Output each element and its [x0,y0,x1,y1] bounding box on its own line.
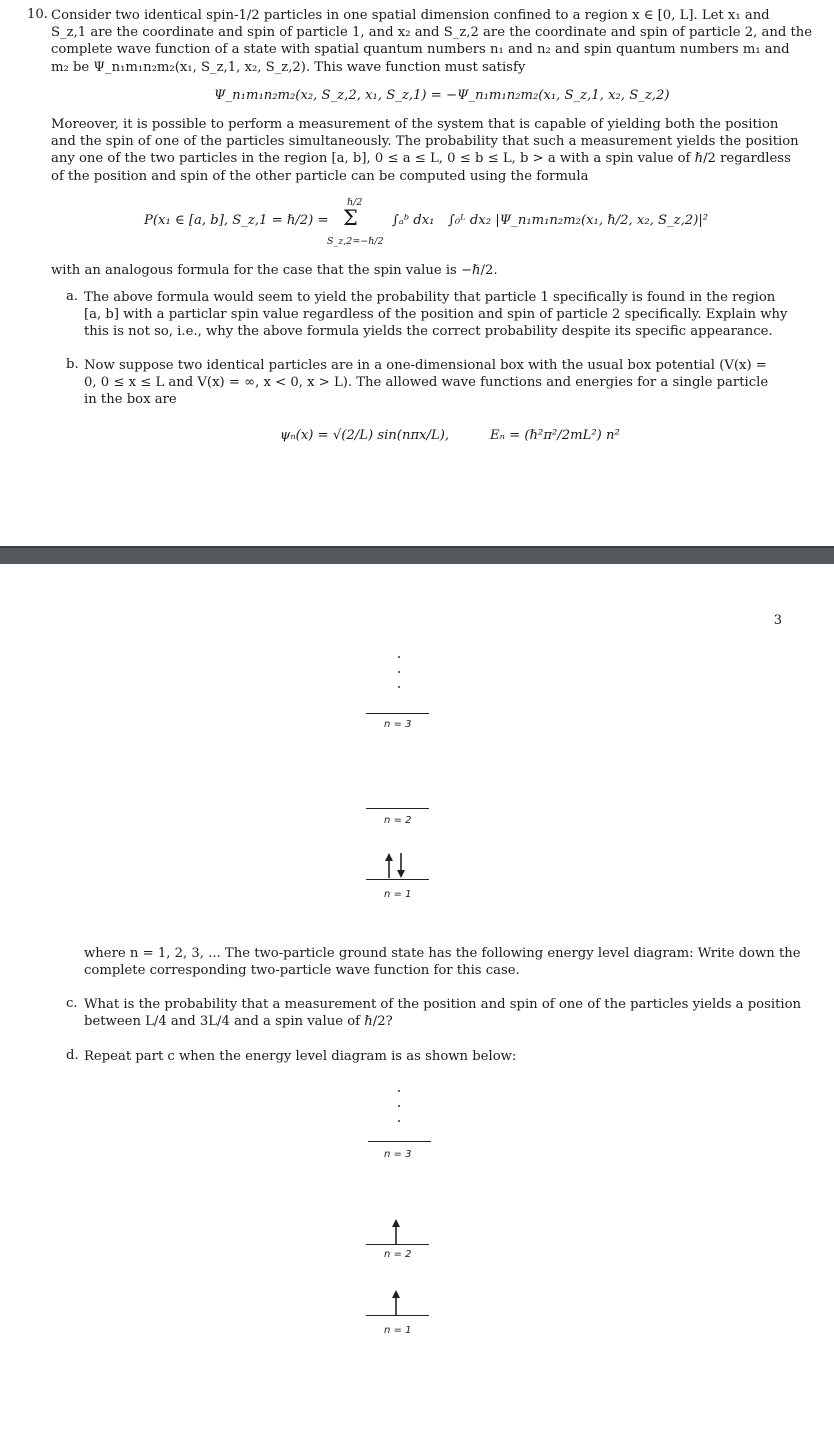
antisymmetry-equation: Ψ_n₁m₁n₂m₂(x₂, S_z,2, x₁, S_z,1) = −Ψ_n₁m₁n₂m₂(x₁, S_z,1, x₂, S_z,2) [214,88,670,103]
ellipsis-dot [398,686,400,688]
part-b-line: 0, 0 ≤ x ≤ L and V(x) = ∞, x < 0, x > L). The allowed wave functions and energies for a single particle [84,375,769,391]
intro-line: Consider two identical spin-1/2 particles in one spatial dimension confined to a region x ∈ [0, L]. Let x₁ and [51,8,770,23]
measurement-line: and the spin of one of the particles simultaneously. The probability that such a measurement yields the position [51,134,799,150]
energy-level-n2 [366,1244,429,1245]
part-a-text [84,289,788,341]
part-b-followup [84,945,801,979]
energy-level-n1 [366,879,429,880]
problem-number: 10. [27,7,48,22]
single-particle-energy: Eₙ = (ℏ²π²/2mL²) n² [490,428,620,443]
part-b-line: Now suppose two identical particles are in a one-dimensional box with the usual box potential (V(x) = [84,358,767,373]
integral-over-x2: ∫₀ᴸ dx₂ |Ψ_n₁m₁n₂m₂(x₁, ℏ/2, x₂, S_z,2)|² [448,213,709,228]
energy-level-n2 [366,808,429,809]
measurement-line: of the position and spin of the other particle can be computed using the formula [51,168,589,184]
ellipsis-dot [398,656,400,658]
part-b-label: b. [66,357,79,372]
energy-level-n3 [368,1141,431,1142]
part-b-text [84,357,783,409]
formula-lhs: P(x₁ ∈ [a, b], S_z,1 = ℏ/2) = [144,213,329,228]
level-label-n2: n = 2 [384,815,412,826]
level-label-n3: n = 3 [384,719,412,730]
part-a-line: this is not so, i.e., why the above formula yields the correct probability despite its specific appearance. [84,324,773,340]
spin-up-down-arrows-icon [380,853,410,879]
page-top [0,0,834,546]
intro-line: S_z,1 are the coordinate and spin of particle 1, and x₂ and S_z,2 are the coordinate and spin of particle 2, and the [51,25,813,41]
measurement-line: Moreover, it is possible to perform a measurement of the system that is capable of yielding both the position [51,117,779,132]
ellipsis-dot [398,671,400,673]
level-label-n1: n = 1 [384,889,412,900]
level-label-n3: n = 3 [384,1149,412,1160]
part-d-line: Repeat part c when the energy level diagram is as shown below: [84,1049,517,1064]
ellipsis-dot [398,1105,400,1107]
part-a-line: The above formula would seem to yield the probability that particle 1 specifically is found in the region [84,290,776,305]
level-label-n2: n = 2 [384,1249,412,1260]
part-a-label: a. [66,289,79,304]
single-particle-wavefunction: ψₙ(x) = √(2/L) sin(nπx/L), [280,428,450,443]
part-c-label: c. [66,996,78,1011]
analogous-formula-note [51,262,783,279]
part-a-line: [a, b] with a particlar spin value regardless of the position and spin of particle 2 specifically. Explain why [84,307,788,323]
spin-up-arrow-icon [389,1219,403,1245]
intro-line: m₂ be Ψ_n₁m₁n₂m₂(x₁, S_z,1, x₂, S_z,2). This wave function must satisfy [51,59,526,75]
analogous-line: with an analogous formula for the case that the spin value is −ℏ/2. [51,263,498,278]
problem-intro [51,7,813,76]
part-c-line: What is the probability that a measurement of the position and spin of one of the particles yields a position [84,997,802,1012]
energy-level-n1 [366,1315,429,1316]
intro-line: complete wave function of a state with spatial quantum numbers n₁ and n₂ and spin quantum numbers m₁ and [51,42,790,58]
ellipsis-dot [398,1090,400,1092]
part-b-followup-line: complete corresponding two-particle wave function for this case. [84,963,520,979]
page-break-divider [0,546,834,564]
energy-level-n3 [366,713,429,714]
part-b-line: in the box are [84,392,177,408]
page-number: 3 [773,613,782,628]
summation-sign: Σ [343,206,358,230]
sum-lower-limit: S_z,2=−ℏ/2 [327,236,384,247]
ellipsis-dot [398,1120,400,1122]
part-d-label: d. [66,1048,79,1063]
sum-upper-limit: ℏ/2 [347,197,363,208]
measurement-paragraph [51,116,799,185]
part-b-followup-line: where n = 1, 2, 3, ... The two-particle ground state has the following energy level diagram: Write down the [84,946,801,961]
spin-up-arrow-icon [389,1290,403,1316]
integral-over-x1: ∫ₐᵇ dx₁ [392,213,435,228]
part-c-line: between L/4 and 3L/4 and a spin value of ℏ/2? [84,1014,393,1030]
part-c-text [84,996,802,1030]
part-d-text [84,1048,783,1065]
level-label-n1: n = 1 [384,1325,412,1336]
measurement-line: any one of the two particles in the region [a, b], 0 ≤ a ≤ L, 0 ≤ b ≤ L, b > a with a spin value of ℏ/2 regardless [51,151,791,167]
